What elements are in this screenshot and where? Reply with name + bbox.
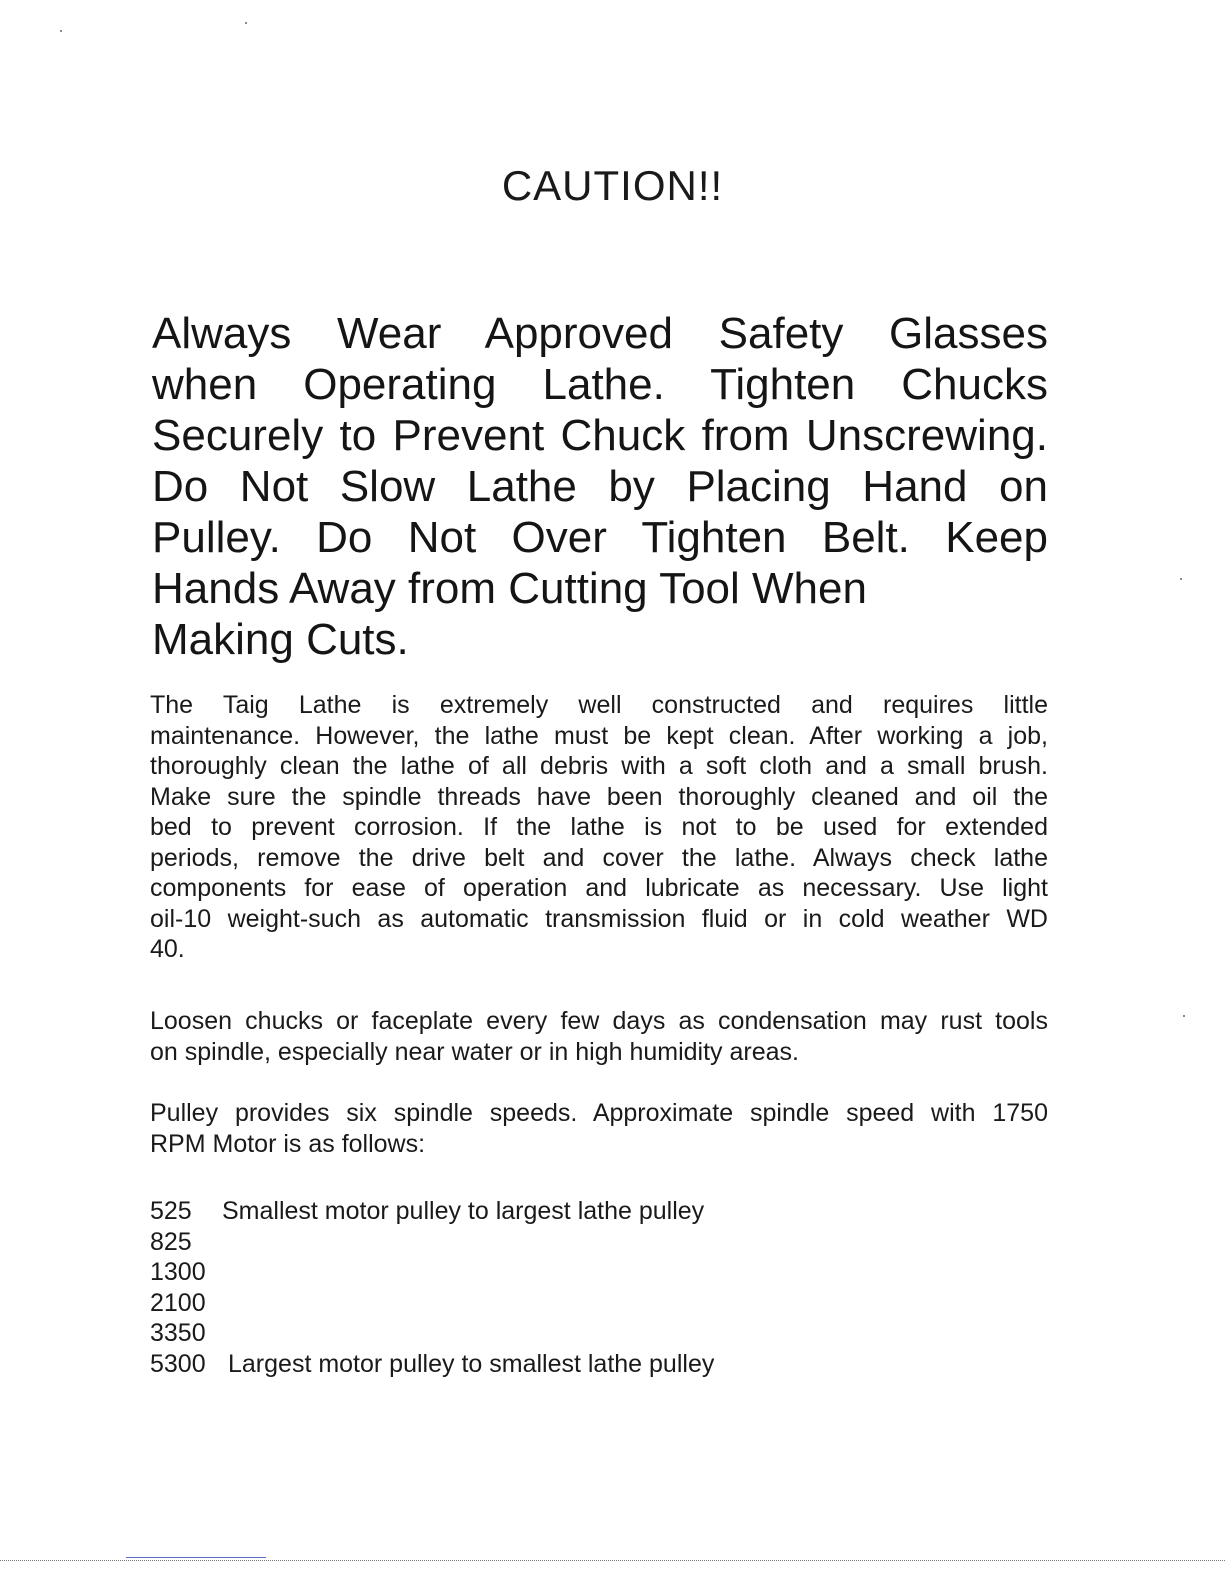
warning-line: Making Cuts. xyxy=(152,615,409,664)
paragraph-line: Make sure the spindle threads have been thoroughly cleaned and oil the xyxy=(150,782,1048,811)
scan-speck xyxy=(1183,1015,1185,1017)
paragraph-line: RPM Motor is as follows: xyxy=(150,1129,426,1158)
warning-line: Do Not Slow Lathe by Placing Hand on xyxy=(152,462,1048,511)
speed-rpm: 2100 xyxy=(150,1288,206,1317)
maintenance-paragraph xyxy=(150,690,1048,965)
page-footer-rule xyxy=(0,1560,1225,1561)
speed-row xyxy=(150,1318,950,1349)
speed-rpm: 1300 xyxy=(150,1258,206,1286)
chucks-note-paragraph xyxy=(150,1006,1048,1067)
safety-warning xyxy=(152,308,1048,665)
paragraph-line: bed to prevent corrosion. If the lathe is not to be used for extended xyxy=(150,813,1048,841)
paragraph-line: components for ease of operation and lubricate as necessary. Use light xyxy=(150,874,1048,902)
warning-line: Pulley. Do Not Over Tighten Belt. Keep xyxy=(152,513,1048,562)
speed-rpm: 3350 xyxy=(150,1319,206,1347)
speed-row xyxy=(150,1349,950,1380)
warning-line: Hands Away from Cutting Tool When xyxy=(152,564,867,613)
warning-line: Always Wear Approved Safety Glasses xyxy=(152,309,1048,358)
page-title: CAUTION!! xyxy=(501,162,724,209)
scan-speck xyxy=(1180,578,1182,580)
scan-speck xyxy=(60,30,62,32)
scan-speck xyxy=(245,22,247,24)
speed-note: Smallest motor pulley to largest lathe pulley xyxy=(222,1197,705,1225)
paragraph-line: Pulley provides six spindle speeds. Approximate spindle speed with 1750 xyxy=(150,1099,1048,1127)
paragraph-line: oil-10 weight-such as automatic transmission fluid or in cold weather WD xyxy=(150,904,1048,933)
paragraph-line: on spindle, especially near water or in high humidity areas. xyxy=(150,1037,799,1066)
speed-row xyxy=(150,1257,950,1288)
paragraph-line: maintenance. However, the lathe must be kept clean. After working a job, xyxy=(150,721,1048,750)
spindle-speed-list xyxy=(150,1196,950,1379)
paragraph-line: periods, remove the drive belt and cover the lathe. Always check lathe xyxy=(150,843,1048,872)
speed-rpm: 525 xyxy=(150,1197,192,1225)
speed-row xyxy=(150,1227,950,1258)
paragraph-line: The Taig Lathe is extremely well constructed and requires little xyxy=(150,691,1048,719)
paragraph-line: thoroughly clean the lathe of all debris with a soft cloth and a small brush. xyxy=(150,752,1048,780)
pulley-intro-paragraph xyxy=(150,1098,1048,1159)
warning-line: Securely to Prevent Chuck from Unscrewing. xyxy=(152,411,1048,460)
speed-row xyxy=(150,1288,950,1319)
warning-line: when Operating Lathe. Tighten Chucks xyxy=(152,360,1048,409)
speed-rpm: 825 xyxy=(150,1227,192,1256)
speed-row xyxy=(150,1196,950,1227)
paragraph-line: Loosen chucks or faceplate every few days as condensation may rust tools xyxy=(150,1007,1048,1035)
speed-rpm: 5300 xyxy=(150,1349,206,1378)
speed-note: Largest motor pulley to smallest lathe pulley xyxy=(228,1349,715,1378)
page-footer-mark xyxy=(126,1557,266,1558)
paragraph-line: 40. xyxy=(150,935,185,963)
